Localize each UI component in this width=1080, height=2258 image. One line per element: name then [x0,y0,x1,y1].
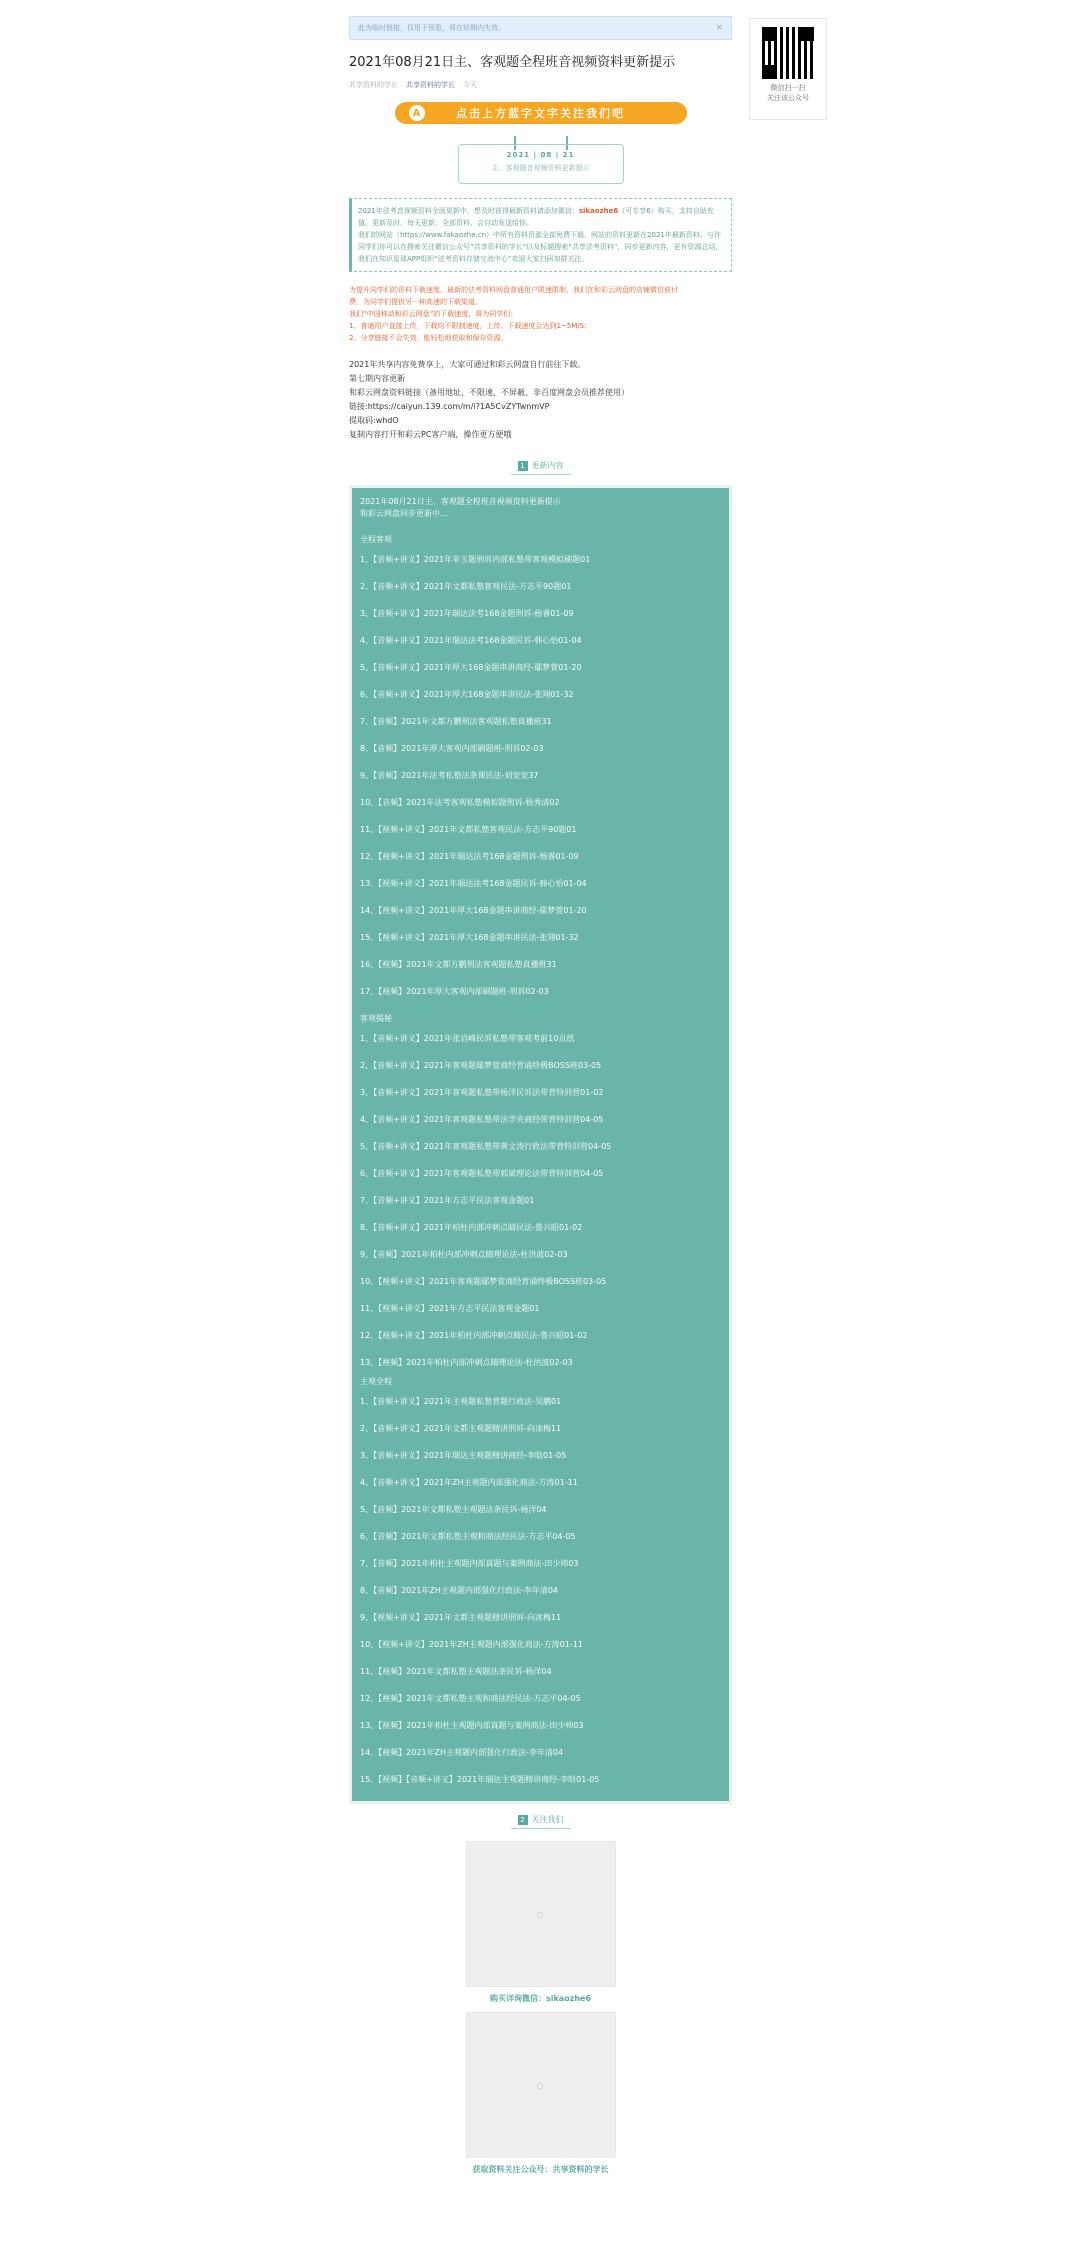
update-list-item: 11、【视频+讲义】2021年方志平民法客观金题01 [360,1304,540,1313]
close-icon[interactable]: × [715,23,723,33]
update-list-item: 10、【音频】2021年法考客观私塾模拟题刑诉-杨秀清02 [360,798,560,807]
update-list-item: 4、【音频+讲义】2021年ZH主观题内部强化商法-方涛01-11 [360,1478,578,1487]
speed-notice [349,284,732,344]
update-list-item: 11、【视频+讲义】2021年文都私塾客观民法-方志平90题01 [360,825,577,834]
qr-caption: 关注该公众号 [767,94,809,102]
account-link[interactable]: 共享资料的学长 [406,81,455,89]
info-line: 2021年共享内容免费享上，大家可通过和彩云网盘自行前往下载。 [349,360,586,369]
update-list-item: 7、【音频】2021年文都方鹏刑法客观题私塾真播班31 [360,717,552,726]
update-list-item: 17、【视频】2021年厚大客观内部刷题班-刑诉02-03 [360,987,549,996]
update-list-item: 13、【视频】2021年柏杜内部冲刺点睛理论法-杜洪波02-03 [360,1358,573,1367]
section-number: 2 [518,1815,528,1825]
update-list-item: 5、【音频+讲义】2021年厚大168金题串讲商经-鄢梦萱01-20 [360,663,582,672]
warn-line: 2、分享链接不会失效，能轻松地获取和保存资源。 [349,334,508,342]
warn-line: 我们“中国移动和彩云网盘”的下载速度，将为同学们： [349,310,518,318]
info-line: 第七期内容更新 [349,374,405,383]
wechat-qr-image [466,1841,616,1987]
update-list-item: 1、【音频+讲义】2021年主观题私塾背题行政法-吴鹏01 [360,1397,562,1406]
update-list-item: 5、【音频+讲义】2021年客观题私塾带黄文涛行政法带背特训营04-05 [360,1142,612,1151]
date-box [458,136,624,184]
article [349,16,732,2175]
update-list-item: 1、【音频+讲义】2021年张岩峰民诉私塾带客观考前10页纸 [360,1034,575,1043]
update-list-item: 14、【视频+讲义】2021年厚大168金题串讲商经-鄢梦萱01-20 [360,906,587,915]
section-follow-heading [349,1814,732,1829]
publish-time: 今天 [463,81,477,89]
date-frame [458,144,624,184]
section-label: 更新内容 [531,461,564,470]
update-list-item: 15、【视频+讲义】2021年厚大168金题串讲民法-张翔01-32 [360,933,579,942]
section-number: 1 [518,461,528,471]
follow-qr-card [749,18,827,120]
intro-text2: （可专享6）购买，支持自助充值，更新及时，每天更新，全部资料，会自动发送给你。 [358,207,714,227]
wechat-id: sikaozhe6 [578,207,619,215]
update-list-item: 8、【音频】2021年ZH主观题内部强化行政法-李年清04 [360,1586,559,1595]
update-list-item: 10、【视频+讲义】2021年客观题鄢梦萱商经背诵终极BOSS班03-05 [360,1277,607,1286]
update-list-item: 12、【视频+讲义】2021年柏杜内部冲刺点睛民法-鲁兴昭01-02 [360,1331,588,1340]
image-caption: 获取资料关注公众号：共享资料的学长 [472,2165,609,2174]
qr-caption: 微信扫一扫 [770,84,806,92]
update-list-item: 10、【视频+讲义】2021年ZH主观题内部强化商法-方涛01-11 [360,1640,583,1649]
update-list-item: 7、【音频】2021年柏杜主观题内部真题与案例商法-田少帅03 [360,1559,579,1568]
update-list-item: 6、【音频】2021年文都私塾主观和商法经民法-方志平04-05 [360,1532,576,1541]
banner-badge: A [409,105,425,121]
update-list-item: 2、【音频+讲义】2021年文都私塾客观民法-方志平90题01 [360,582,572,591]
warn-line: 为提升同学们的资料下载速度，最新的法考资料网盘普通用户限速限制，我们在和彩云网盘的店铺微信前付 [349,286,678,294]
image-caption: 购买详询微信：sikaozhe6 [489,1994,592,2003]
update-list-item: 2、【音频+讲义】2021年客观题鄢梦萱商经背诵終极BOSS班03-05 [360,1061,602,1070]
update-subline: 和彩云网盘同步更新中... [360,509,448,518]
author-name: 共享资料的学长 [349,81,398,89]
qr-code-icon [762,27,814,79]
update-list-item: 5、【音频】2021年文都私塾主观题法条民诉-杨洋04 [360,1505,547,1514]
share-link[interactable]: 链接:https://caiyun.139.com/m/i?1A5CvZYTwnmVP [349,402,550,411]
article-meta [349,80,732,90]
section-update-heading [349,460,732,475]
update-list-item: 4、【音频+讲义】2021年瑞达法考168金题民诉-韩心怡01-04 [360,636,582,645]
warn-line: 费，为同学们提供另一种高速的下载渠道。 [349,298,482,306]
update-list-item: 14、【视频】2021年ZH主观题内部强化行政法-李年清04 [360,1748,564,1757]
update-list-item: 16、【视频】2021年文都方鹏刑法客观题私塾真播班31 [360,960,557,969]
notice-text: 此为临时链接，仅用于预览，将在短期内失效。 [358,24,505,32]
update-list-item: 8、【音频+讲义】2021年柏杜内部冲刺点睛民法-鲁兴昭01-02 [360,1223,583,1232]
update-list-item: 7、【音频+讲义】2021年方志平民法客观金题01 [360,1196,535,1205]
update-list-item: 2、【音频+讲义】2021年文都主观题精讲刑诉-向冰梅11 [360,1424,562,1433]
info-line: 复制内容打开和彩云PC客户端，操作更方便哦 [349,430,512,439]
extract-code: 提取码:whdO [349,416,399,425]
update-list-item: 12、【视频+讲义】2021年瑞达法考168金题刑诉-杨睿01-09 [360,852,579,861]
warn-line: 1、普通用户直接上传，下载均不限制速度，上传、下载速度会达到1~5M/S； [349,322,592,330]
category-heading: 主观全程 [360,1377,392,1386]
update-list-item: 13、【视频+讲义】2021年瑞达法考168金题民诉-韩心怡01-04 [360,879,587,888]
loading-icon: ◌ [536,2081,544,2090]
update-list-item: 6、【音频+讲义】2021年厚大168金题串讲民法-张翔01-32 [360,690,574,699]
loading-icon: ◌ [536,1910,544,1919]
category-heading: 客观揭秘 [360,1014,392,1023]
date-subtitle: 主、客观题音视频资料更新提示 [491,164,590,172]
update-list-item: 11、【视频】2021年文都私塾主观题法条民诉-杨洋04 [360,1667,552,1676]
update-list-item: 1、【音频+讲义】2021年菲玉题刑诉内部私塾带客观模拟刷题01 [360,555,591,564]
banner-text: 点击上方蓝字文字关注我们吧 [456,107,625,120]
intro-box [349,198,732,272]
update-list-item: 3、【音频+讲义】2021年客观题私塾带杨洋民诉法带背特训营01-02 [360,1088,604,1097]
update-list-item: 8、【音频】2021年厚大客观内部刷题班-刑诉02-03 [360,744,544,753]
section-label: 关注我们 [531,1815,564,1824]
temp-link-notice [349,16,732,40]
update-list-item: 3、【音频+讲义】2021年瑞达主观题精讲商经-李晗01-05 [360,1451,567,1460]
update-list-item: 12、【视频】2021年文都私塾主观和商法经民法-方志平04-05 [360,1694,581,1703]
follow-banner[interactable] [395,102,687,124]
download-info [349,358,732,442]
intro-text1: 2021年法考音视频资料全面更新中，想及时获得最新资料请添加微信： [358,207,579,215]
update-list-item: 6、【音频+讲义】2021年客观题私塾带郭斌理论法带背特训营04-05 [360,1169,604,1178]
category-heading: 全程客观 [360,535,392,544]
info-line: 和彩云网盘资料链接（备用地址，不限速，不屏蔽，非百度网盘会员推荐使用） [349,388,629,397]
date-text: 2021 | 08 | 21 [506,151,575,159]
intro-text3: 我们的网站（https://www.fakaozhe.cn）中所有资料资源全部免费下载，网站的资料更新在2021年最新资料。与许同学们你可以在搜索关注微信公众号“共享资料的学长”以及标题搜索“共享法考资料”，同步更新内容，更有资源总结，我们在知识星球APP组织“法考资料存储交流中心”欢迎大家扫码加群关注。 [358,231,723,263]
update-list-item: 13、【视频】2021年柏杜主观题内部真题与案例商法-田少帅03 [360,1721,584,1730]
update-headline: 2021年08月21日主、客观题全程班音视频资料更新提示 [360,497,561,506]
update-list-box [349,485,732,1804]
page-title: 2021年08月21日主、客观题全程班音视频资料更新提示 [349,55,676,70]
update-list-item: 9、【音频】2021年法考私塾法条课民法-刘安安37 [360,771,539,780]
update-list-item: 9、【视频+讲义】2021年文都主观题精讲刑诉-向冰梅11 [360,1613,562,1622]
update-list-item: 4、【音频+讲义】2021年客观题私塾带法学夹商经带背特训营04-05 [360,1115,604,1124]
section-underline [511,474,571,475]
account-qr-image [466,2012,616,2158]
update-list-item: 3、【音频+讲义】2021年瑞达法考168金题刑诉-杨睿01-09 [360,609,574,618]
update-list-item: 15、【视频】【音频+讲义】2021年瑞达主观题精讲商经-李晗01-05 [360,1775,600,1784]
section-underline [511,1828,571,1829]
update-list-item: 9、【音频】2021年柏杜内部冲刺点睛理论法-杜洪波02-03 [360,1250,568,1259]
